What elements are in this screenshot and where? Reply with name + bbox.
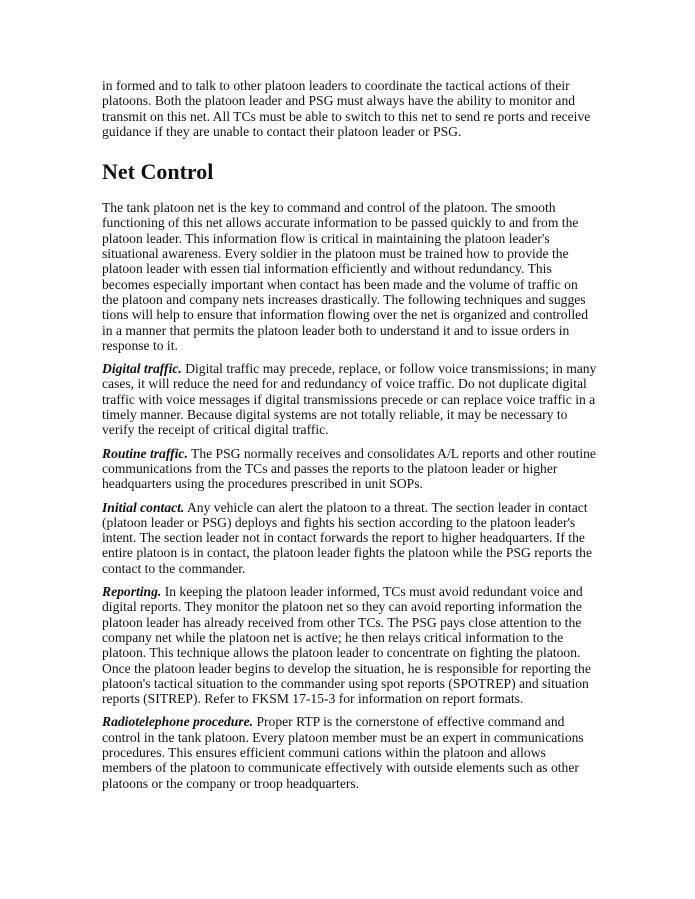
paragraph-body: Any vehicle can alert the platoon to a threat. The section leader in contact (platoon leader or PSG) deploys and fights his section according to the platoon leader's intent. The section leader not in contact forwards the report to higher headquarters. If the entire platoon is in contact, the platoon leader fights the platoon while the PSG reports the contact to the commander. [102, 499, 593, 576]
paragraph-lead: Reporting. [102, 584, 162, 600]
routine-traffic-paragraph [102, 446, 597, 492]
paragraph-body: Proper RTP is the cornerstone of effective command and control in the tank platoon. Every platoon member must be an expert in communications procedures. This ensures efficient communi cations within the platoon and allows members of the platoon to communicate effectively with outside elements such as other platoons or the company or troop headquarters. [102, 714, 584, 791]
reporting-paragraph [102, 584, 597, 706]
overview-paragraph: The tank platoon net is the key to command and control of the platoon. The smooth functioning of this net allows accurate information to be passed quickly to and from the platoon leader. This information flow is critical in maintaining the platoon leader's situational awareness. Every soldier in the platoon must be trained how to provide the platoon leader with essen tial information efficiently and without redundancy. This becomes especially important when contact has been made and the volume of traffic on the platoon and company nets increases drastically. The following techniques and sugges tions will help to ensure that information flowing over the net is organized and controlled in a manner that permits the platoon leader both to understand it and to issue orders in response to it. [102, 200, 588, 353]
initial-contact-paragraph [102, 500, 597, 576]
paragraph-lead: Digital traffic. [102, 361, 182, 377]
section-heading: Net Control [102, 159, 214, 185]
paragraph-lead: Initial contact. [102, 499, 185, 515]
digital-traffic-paragraph [102, 361, 597, 437]
document-page [102, 78, 597, 799]
radiotelephone-procedure-paragraph [102, 714, 597, 790]
paragraph-lead: Radiotelephone procedure. [102, 714, 254, 730]
paragraph-body: The PSG normally receives and consolidates A/L reports and other routine communications from the TCs and passes the reports to the platoon leader or higher headquarters using the procedures prescribed in unit SOPs. [102, 445, 596, 492]
intro-paragraph: in formed and to talk to other platoon leaders to coordinate the tactical actions of their platoons. Both the platoon leader and PSG must always have the ability to monitor and transmit on this net. All TCs must be able to switch to this net to send re ports and receive guidance if they are unable to contact their platoon leader or PSG. [102, 78, 591, 139]
paragraph-body: In keeping the platoon leader informed, TCs must avoid redundant voice and digital reports. They monitor the platoon net so they can avoid reporting information the platoon leader has already received from other TCs. The PSG pays close attention to the company net while the platoon net is active; he then relays critical information to the platoon. This technique allows the platoon leader to concentrate on fighting the platoon. Once the platoon leader begins to develop the situation, he is responsible for reporting the platoon's tactical situation to the commander using spot reports (SPOTREP) and situation reports (SITREP). Refer to FKSM 17-15-3 for information on report formats. [102, 584, 591, 707]
paragraph-lead: Routine traffic. [102, 445, 188, 461]
paragraph-body: Digital traffic may precede, replace, or follow voice transmissions; in many cases, it will reduce the need for and redundancy of voice traffic. Do not duplicate digital traffic with voice messages if digital transmissions precede or can replace voice traffic in a timely manner. Because digital systems are not totally reliable, it may be necessary to verify the receipt of critical digital traffic. [102, 361, 597, 438]
